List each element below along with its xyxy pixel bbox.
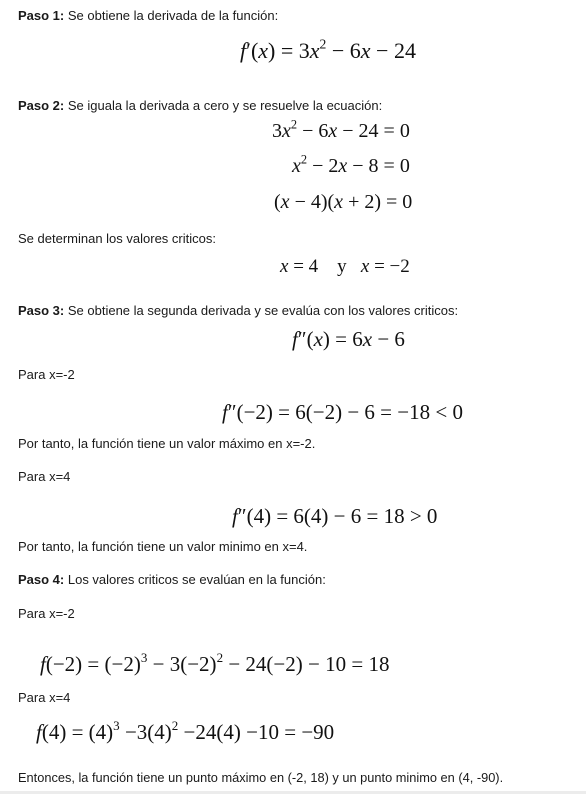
paso2-text: Se iguala la derivada a cero y se resuelve la ecuación: [64,98,383,113]
paso2-label: Paso 2: [18,98,65,113]
paso4-text: Los valores criticos se evalúan en la función: [64,572,326,587]
paso1-label: Paso 1: [18,8,65,23]
paso1-line [18,8,278,23]
equation-step-1: $3x^2 - 6x - 24 = 0$ [272,117,410,142]
conclusion-text: Entonces, la función tiene un punto máximo en (-2, 18) y un punto minimo en (4, -90). [18,770,504,785]
paso4-line [18,572,326,587]
paso3-label: Paso 3: [18,303,65,318]
eval-second-derivative-neg2: f″(−2) = 6(−2) − 6 = −18 < 0 [222,400,463,424]
para-4-b: Para x=4 [18,690,71,705]
paso1-text: Se obtiene la derivada de la función: [64,8,279,23]
para-neg2-b: Para x=-2 [18,606,75,621]
paso3-line [18,303,458,318]
maximo-text: Por tanto, la función tiene un valor máximo en x=-2. [18,436,316,451]
criticos-text: Se determinan los valores criticos: [18,231,216,246]
eval-second-derivative-4: f″(4) = 6(4) − 6 = 18 > 0 [232,504,438,528]
paso3-text: Se obtiene la segunda derivada y se evalúa con los valores criticos: [64,303,459,318]
eval-function-4: $f(4) = (4)^3 -3(4)^2 -24(4) -10 = -90$ [36,717,335,744]
equation-step-3: (x − 4)(x + 2) = 0 [274,191,413,213]
paso2-line [18,98,382,113]
second-derivative-equation: f″(x) = 6x − 6 [292,327,405,351]
first-derivative-equation: $f'(x) = 3x^2 - 6x - 24$ [240,36,416,63]
paso4-label: Paso 4: [18,572,65,587]
para-4-a: Para x=4 [18,469,71,484]
minimo-text: Por tanto, la función tiene un valor minimo en x=4. [18,539,308,554]
para-neg2-a: Para x=-2 [18,367,75,382]
equation-step-2: $x^2 - 2x - 8 = 0$ [292,152,410,177]
eval-function-neg2: $f(-2) = (-2)^3 - 3(-2)^2 - 24(-2) - 10 = 18$ [40,649,390,676]
critical-values-equation: x = 4 y x = −2 [280,256,410,277]
